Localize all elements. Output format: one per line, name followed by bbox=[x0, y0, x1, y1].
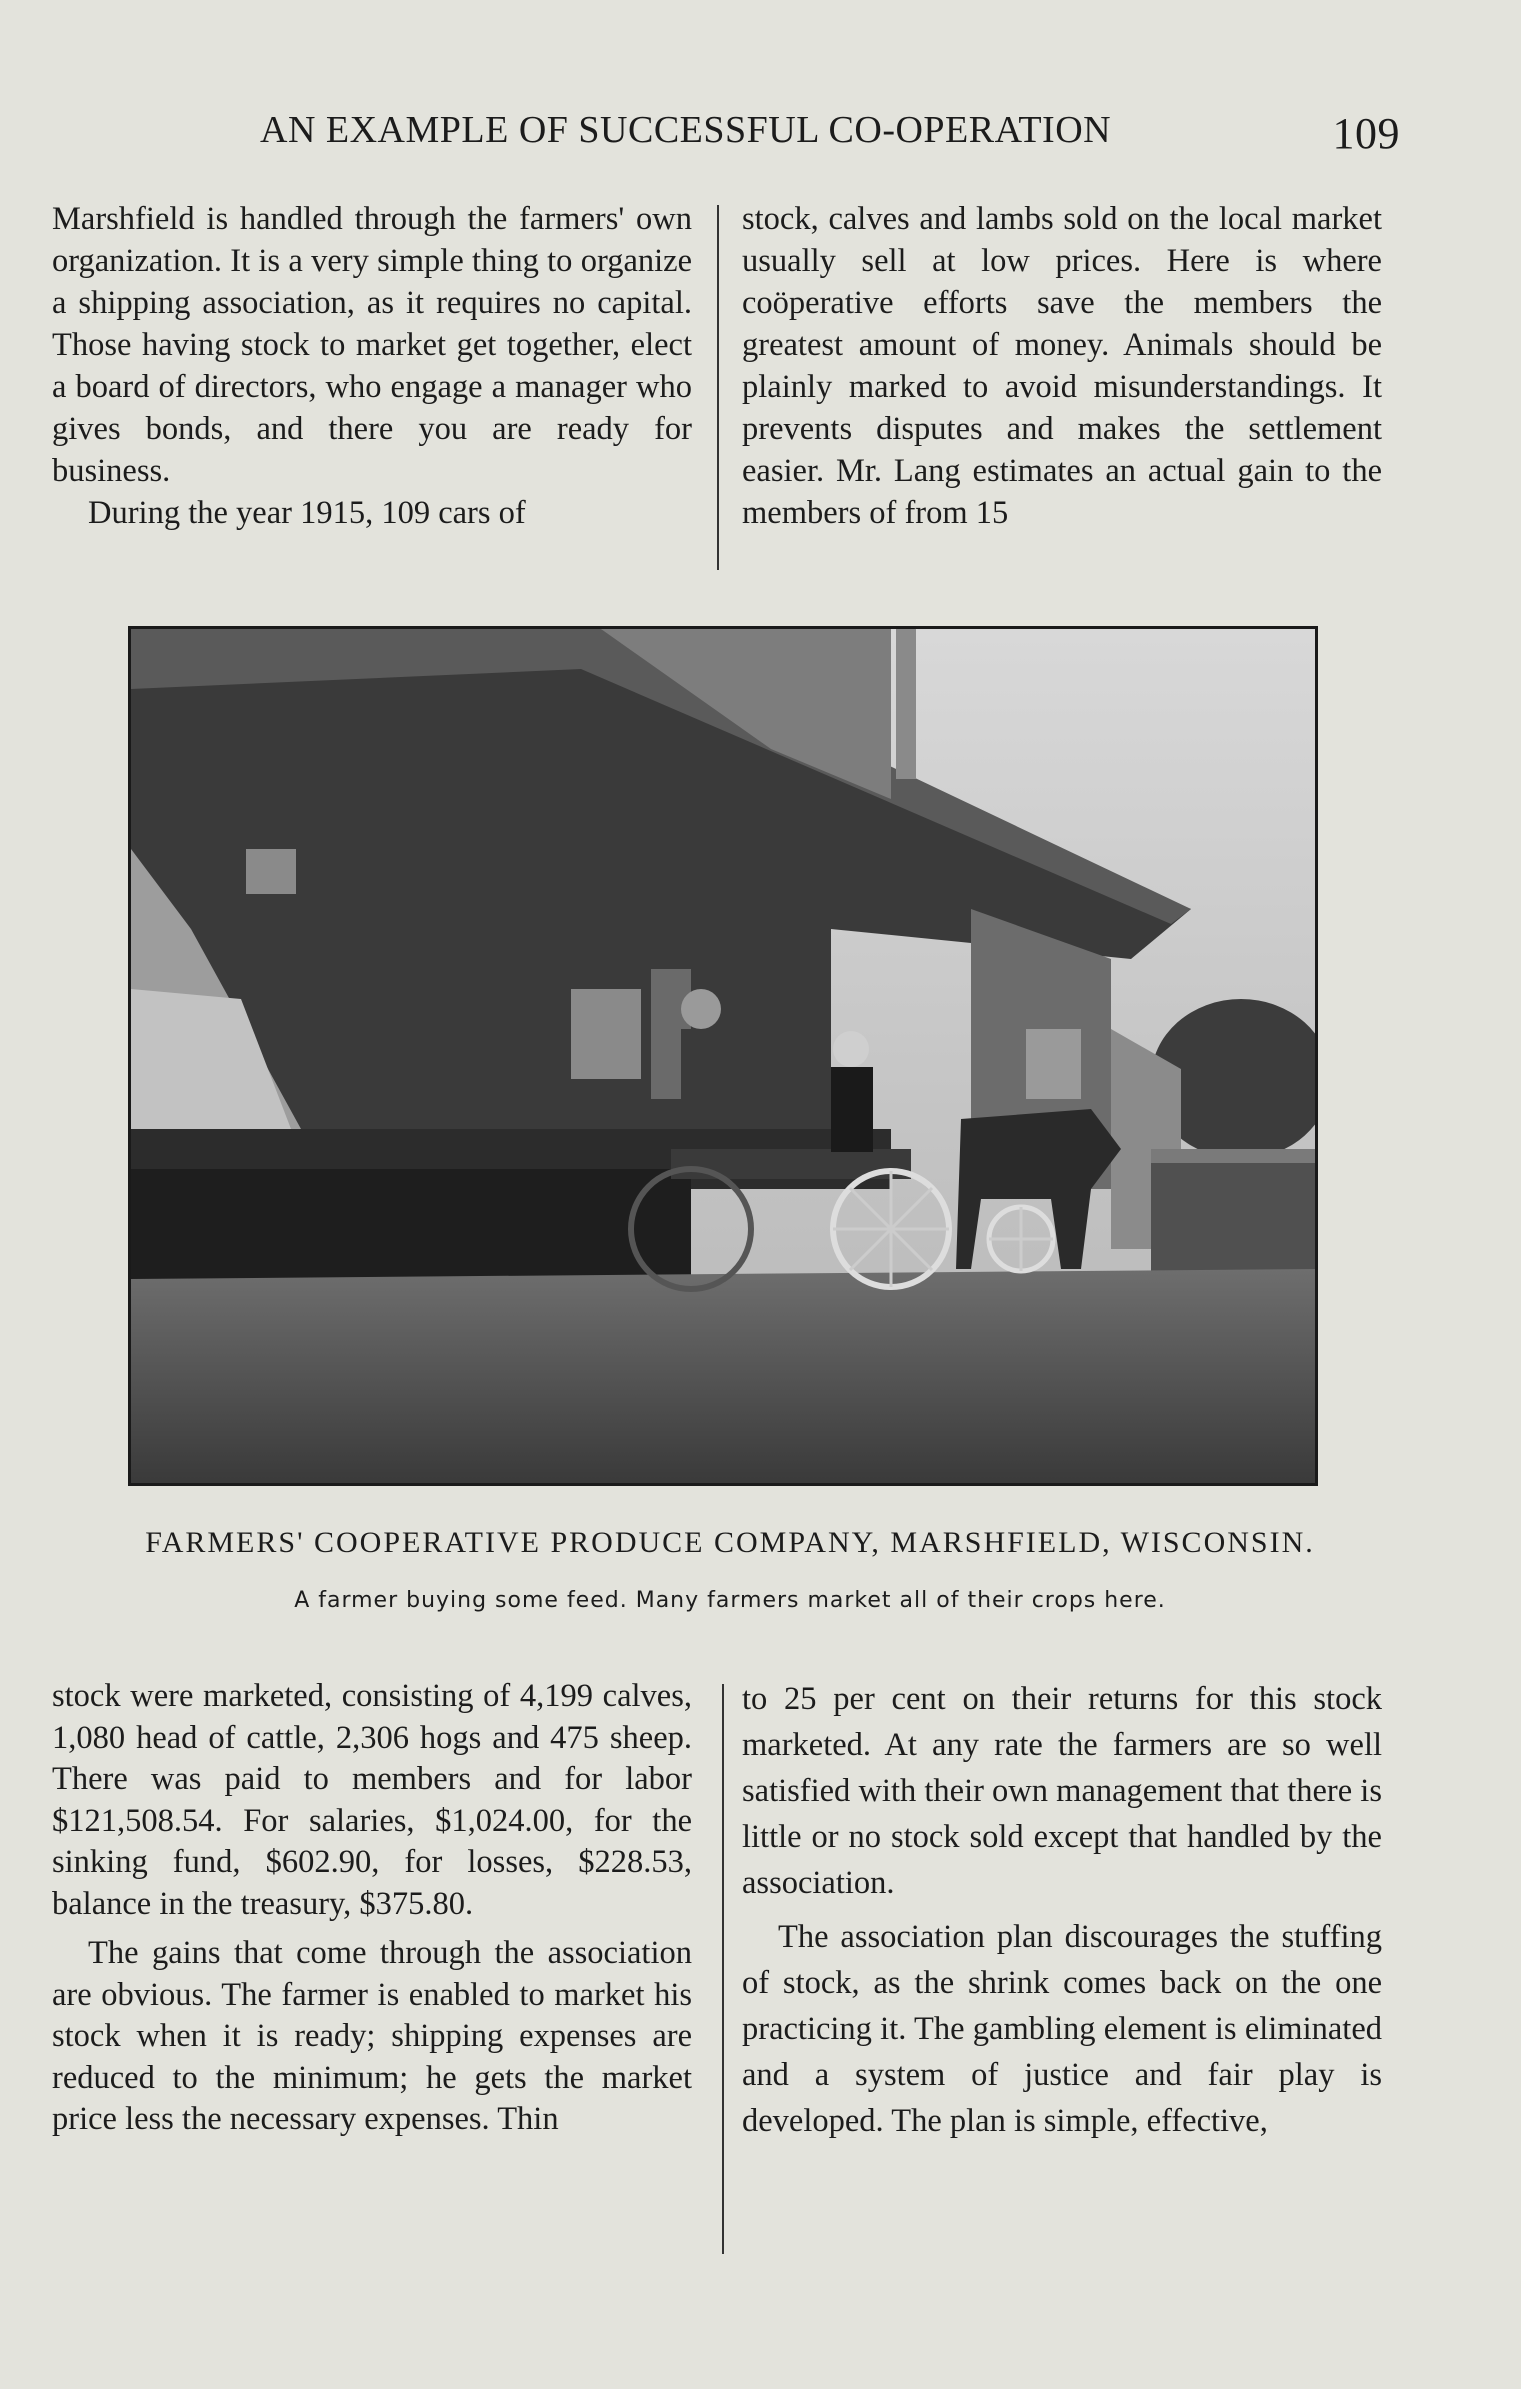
paragraph: Marshfield is handled through the farmers' own organization. It is a very simple thing to organize a shipping association, as it requires no capital. Those having stock to market get together, elect a board of directors, who engage a manager who gives bonds, and there you are ready for business. bbox=[52, 201, 692, 489]
page-number: 109 bbox=[1332, 109, 1400, 158]
lower-left-column bbox=[52, 1676, 692, 2141]
header-title: AN EXAMPLE OF SUCCESSFUL CO-OPERATION bbox=[260, 109, 1112, 151]
upper-left-column bbox=[52, 198, 692, 534]
column-divider bbox=[717, 205, 719, 570]
lower-right-column bbox=[742, 1676, 1382, 2144]
paragraph: stock were marketed, consisting of 4,199 calves, 1,080 head of cattle, 2,306 hogs and 475 sheep. There was paid to members and for labor $121,508.54. For salaries, $1,024.00, for the sinking fund, $602.90, for losses, $228.53, balance in the treasury, $375.80. bbox=[52, 1678, 692, 1922]
farm-building-photo-image bbox=[131, 629, 1315, 1483]
paragraph: The association plan discourages the stuffing of stock, as the shrink comes back on the one practicing it. The gambling element is eliminated and a system of justice and fair play is developed. The plan is simple, effective, bbox=[742, 1919, 1382, 2139]
upper-right-column bbox=[742, 198, 1382, 534]
paragraph: to 25 per cent on their returns for this stock marketed. At any rate the farmers are so well satisfied with their own management that there is little or no stock sold except that handled by the association. bbox=[742, 1681, 1382, 1901]
figure-caption-text: A farmer buying some feed. Many farmers market all of their crops here. bbox=[294, 1588, 1166, 1613]
running-header bbox=[250, 100, 1400, 160]
paragraph: stock, calves and lambs sold on the local market usually sell at low prices. Here is where coöperative efforts save the members the greatest amount of money. Animals should be plainly marked to avoid misunderstandings. It prevents disputes and makes the settlement easier. Mr. Lang estimates an actual gain to the members of from 15 bbox=[742, 201, 1382, 531]
column-divider bbox=[722, 1684, 724, 2254]
paragraph: During the year 1915, 109 cars of bbox=[88, 495, 526, 531]
paragraph: The gains that come through the association are obvious. The farmer is enabled to market his stock when it is ready; shipping expenses are reduced to the minimum; he gets the market price less the necessary expenses. Thin bbox=[52, 1935, 692, 2137]
figure-caption-title: FARMERS' COOPERATIVE PRODUCE COMPANY, MARSHFIELD, WISCONSIN. bbox=[145, 1526, 1315, 1559]
photograph bbox=[128, 626, 1318, 1486]
